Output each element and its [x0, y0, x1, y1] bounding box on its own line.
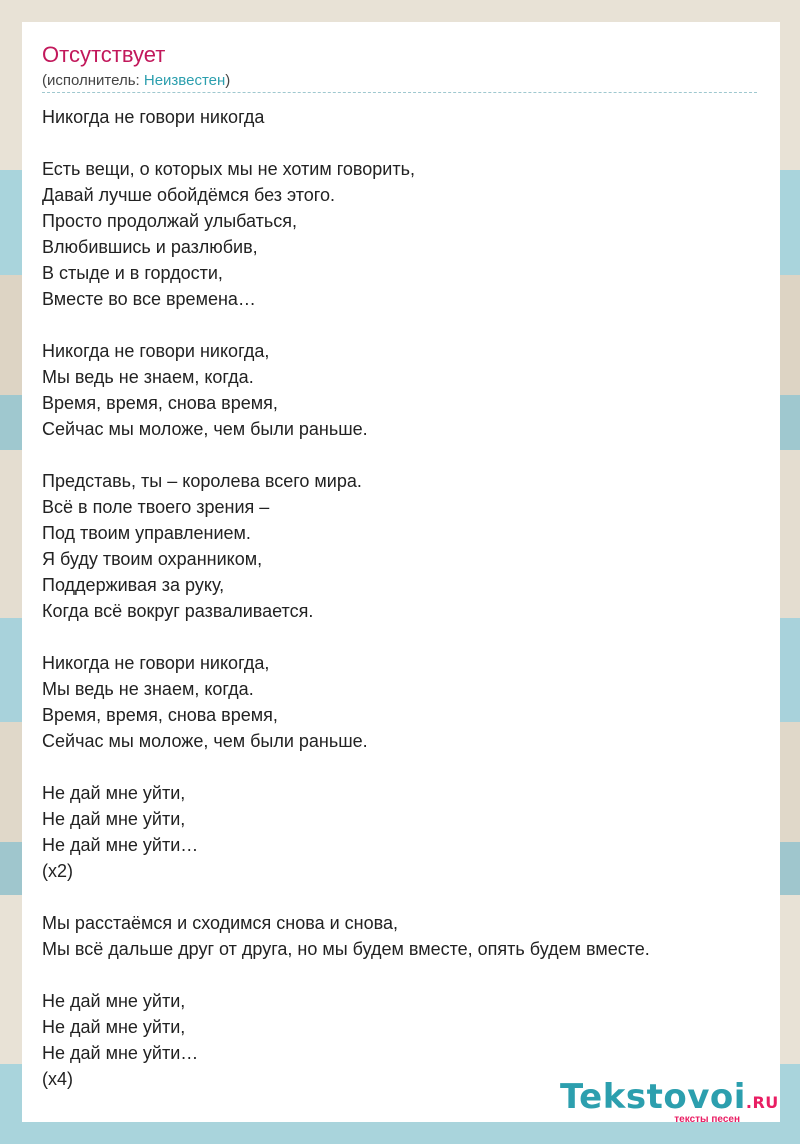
- artist-prefix: (исполнитель:: [42, 72, 144, 89]
- logo-tagline: тексты песен: [674, 1114, 740, 1125]
- lyrics-sheet: [22, 22, 780, 1122]
- artist-link[interactable]: Неизвестен: [143, 72, 226, 89]
- logo-domain: .RU: [745, 1093, 779, 1112]
- site-logo[interactable]: [560, 1077, 779, 1128]
- artist-suffix: ): [225, 72, 231, 89]
- dashed-divider: [42, 92, 757, 93]
- logo-name: Tekstovoi: [560, 1077, 746, 1117]
- artist-line: [42, 72, 230, 89]
- song-title: Отсутствует: [42, 42, 166, 67]
- lyrics-text: Никогда не говори никогда Есть вещи, о которых мы не хотим говорить, Давай лучше обойдёмся без этого. Просто продолжай улыбаться, Влюбившись и разлюбив, В стыде и в гордости, Вместе во все времена… Никогда не говори никогда, Мы ведь не знаем, когда. Время, время, снова время, Сейчас мы моложе, чем были раньше. Представь, ты – королева всего мира. Всё в поле твоего зрения – Под твоим управлением. Я буду твоим охранником, Поддерживая за руку, Когда всё вокруг разваливается. Никогда не говори никогда, Мы ведь не знаем, когда. Время, время, снова время, Сейчас мы моложе, чем были раньше. Не дай мне уйти, Не дай мне уйти, Не дай мне уйти… (x2) Мы расстаёмся и сходимся снова и снова, Мы всё дальше друг от друга, но мы будем вместе, опять будем вместе. Не дай мне уйти, Не дай мне уйти, Не дай мне уйти… (x4): [42, 107, 650, 1089]
